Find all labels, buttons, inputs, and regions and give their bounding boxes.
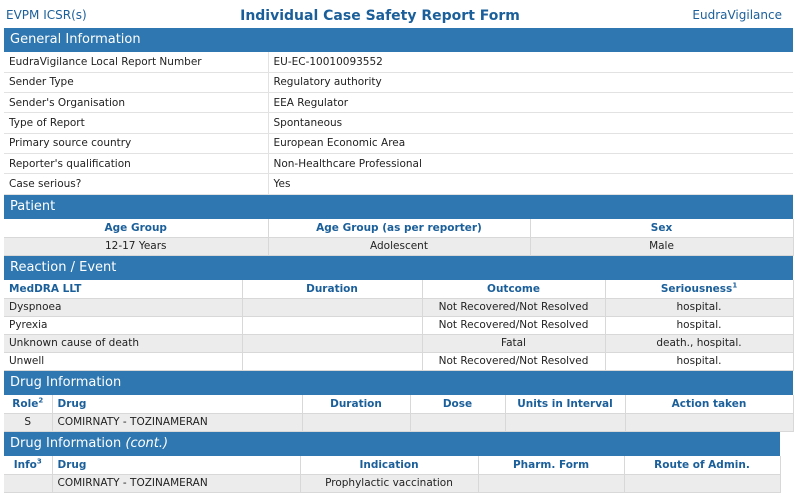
column-header: Indication [300,456,478,474]
table-header-row [4,395,793,413]
drug-information-cont-title: Drug Information [10,436,122,451]
drug-units [505,413,625,431]
drug-information-cont-header [4,432,780,456]
table-row [4,174,793,194]
reaction-seriousness: hospital. [605,298,793,316]
reaction-term: Pyrexia [4,316,242,334]
field-value: EEA Regulator [268,93,793,113]
reaction-event-title: Reaction / Event [10,260,117,275]
reaction-duration [242,316,422,334]
table-header-row [4,280,793,298]
table-row [4,352,793,370]
reaction-table [4,280,794,371]
table-row [4,72,793,92]
field-value: Spontaneous [268,113,793,133]
drug-dose [410,413,505,431]
reaction-term: Dyspnoea [4,298,242,316]
table-row [4,237,793,255]
drug-information-title: Drug Information [10,375,122,390]
general-information-header [4,28,793,52]
sex-value: Male [530,237,793,255]
table-header-row [4,219,793,237]
column-header [4,456,52,474]
drug-information-header [4,371,793,395]
drug-cont-table [4,456,781,493]
reaction-seriousness: death., hospital. [605,334,793,352]
column-header: MedDRA LLT [4,280,242,298]
reaction-duration [242,334,422,352]
footnote-marker: 2 [38,396,44,405]
column-header: Drug [52,456,300,474]
column-header: Units in Interval [505,395,625,413]
patient-header [4,195,793,219]
drug-name: COMIRNATY - TOZINAMERAN [52,413,302,431]
table-row [4,153,793,173]
reaction-event-header [4,256,793,280]
drug-duration [302,413,410,431]
patient-title: Patient [10,199,56,214]
table-header-row [4,456,780,474]
field-label: Sender Type [4,72,268,92]
column-header: Drug [52,395,302,413]
continuation-label: (cont.) [125,436,169,451]
drug-info [4,474,52,492]
field-value: Non-Healthcare Professional [268,153,793,173]
reaction-duration [242,298,422,316]
column-header: Age Group (as per reporter) [268,219,530,237]
column-header: Duration [242,280,422,298]
column-header: Age Group [4,219,268,237]
general-information-table [4,52,793,195]
field-value: Regulatory authority [268,72,793,92]
column-header: Dose [410,395,505,413]
field-label: Primary source country [4,133,268,153]
reported-age-group-value: Adolescent [268,237,530,255]
drug-indication: Prophylactic vaccination [300,474,478,492]
table-row [4,334,793,352]
drug-role: S [4,413,52,431]
general-information-title: General Information [10,32,141,47]
column-header: Duration [302,395,410,413]
field-label: Type of Report [4,113,268,133]
table-row [4,298,793,316]
reaction-term: Unknown cause of death [4,334,242,352]
table-row [4,474,780,492]
column-header: Action taken [625,395,793,413]
role-header-label: Role [12,397,39,410]
reaction-outcome: Not Recovered/Not Resolved [422,298,605,316]
patient-table [4,219,794,256]
drug-table [4,395,794,432]
report-header [0,0,798,26]
drug-name: COMIRNATY - TOZINAMERAN [52,474,300,492]
field-label: Sender's Organisation [4,93,268,113]
table-row [4,52,793,72]
table-row [4,113,793,133]
field-label: EudraVigilance Local Report Number [4,52,268,72]
column-header: Pharm. Form [478,456,624,474]
footnote-marker: 3 [36,457,42,466]
drug-action [625,413,793,431]
field-value: European Economic Area [268,133,793,153]
column-header: Route of Admin. [624,456,780,474]
reaction-term: Unwell [4,352,242,370]
field-label: Reporter's qualification [4,153,268,173]
report-source-label: EVPM ICSR(s) [6,8,87,22]
reaction-outcome: Not Recovered/Not Resolved [422,352,605,370]
page-title: Individual Case Safety Report Form [240,8,520,24]
field-value: Yes [268,174,793,194]
reaction-seriousness: hospital. [605,352,793,370]
reaction-outcome: Not Recovered/Not Resolved [422,316,605,334]
seriousness-header-label: Seriousness [660,282,733,295]
column-header: Outcome [422,280,605,298]
drug-route [624,474,780,492]
table-row [4,413,793,431]
age-group-value: 12-17 Years [4,237,268,255]
reaction-seriousness: hospital. [605,316,793,334]
system-name: EudraVigilance [692,8,782,22]
field-label: Case serious? [4,174,268,194]
footnote-marker: 1 [732,281,738,290]
drug-pharm-form [478,474,624,492]
column-header: Sex [530,219,793,237]
info-header-label: Info [13,458,37,471]
column-header [4,395,52,413]
table-row [4,316,793,334]
reaction-duration [242,352,422,370]
reaction-outcome: Fatal [422,334,605,352]
table-row [4,93,793,113]
table-row [4,133,793,153]
column-header [605,280,793,298]
field-value: EU-EC-10010093552 [268,52,793,72]
